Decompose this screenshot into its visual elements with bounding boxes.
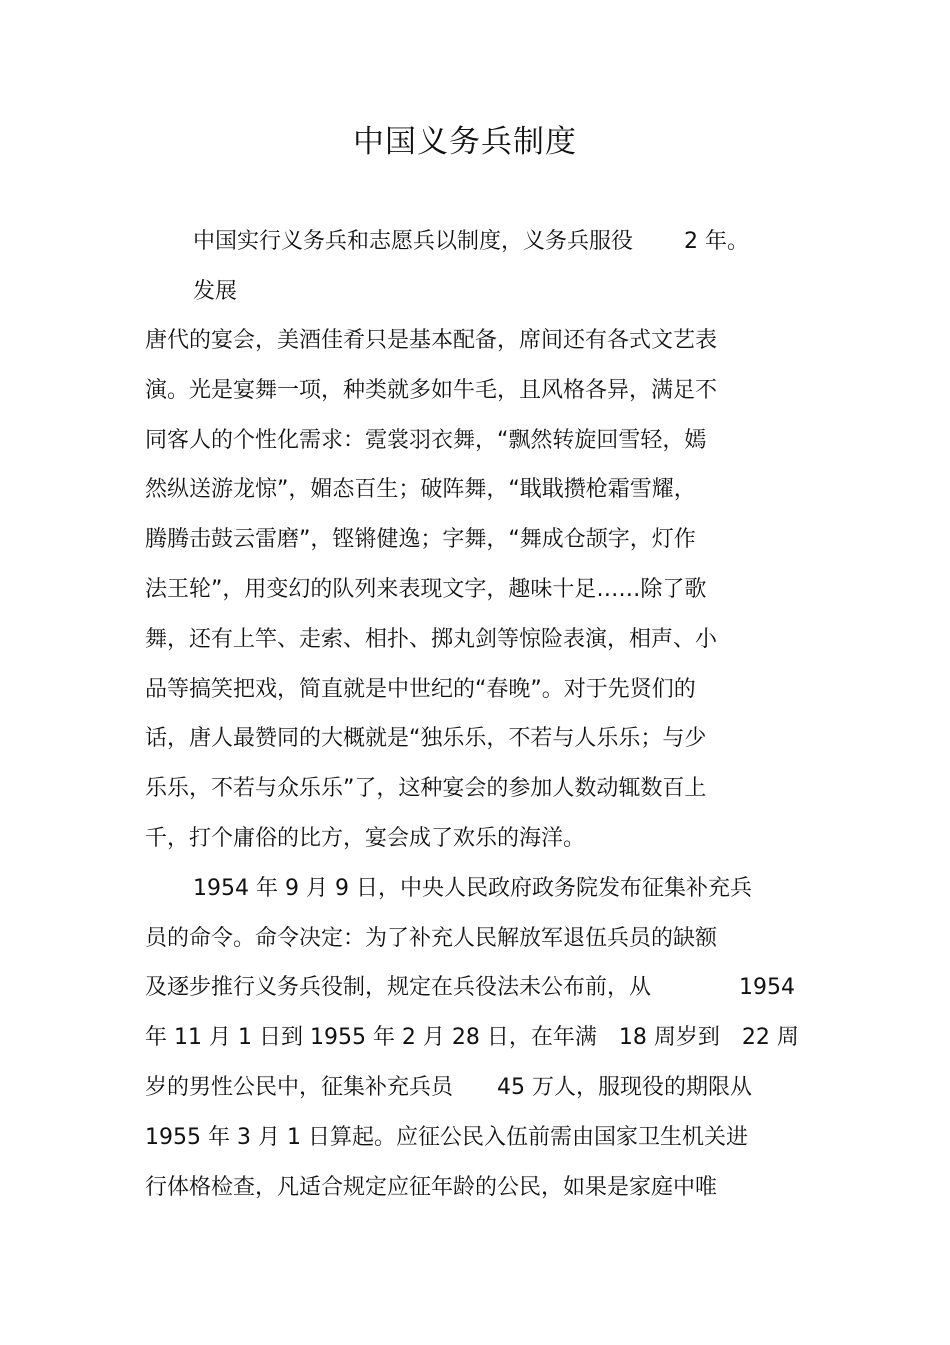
paragraph-line: 及逐步推行义务兵役制，规定在兵役法未公布前，从 1954 [145,975,795,1000]
paragraph-line: 员的命令。命令决定：为了补充人民解放军退伍兵员的缺额 [145,926,718,951]
paragraph-line: 千，打个庸俗的比方，宴会成了欢乐的海洋。 [145,826,586,851]
paragraph-line: 舞，还有上竿、走索、相扑、掷丸剑等惊险表演，相声、小 [145,627,718,652]
paragraph-line: 行体格检查，凡适合规定应征年龄的公民，如果是家庭中唯 [145,1175,718,1200]
paragraph-line: 演。光是宴舞一项，种类就多如牛毛，且风格各异，满足不 [145,378,718,403]
paragraph-line: 岁的男性公民中，征集补充兵员 45 万人，服现役的期限从 [145,1075,752,1100]
paragraph-line: 年 11 月 1 日到 1955 年 2 月 28 日，在年满 18 周岁到 22 周 [145,1025,799,1050]
paragraph-line: 中国实行义务兵和志愿兵以制度，义务兵服役 2 年。 [193,229,749,254]
paragraph-line: 乐乐，不若与众乐乐”了，这种宴会的参加人数动辄数百上 [145,776,707,801]
paragraph-line: 品等搞笑把戏，简直就是中世纪的“春晚”。对于先贤们的 [145,677,696,702]
paragraph-line: 然纵送游龙惊”，媚态百生；破阵舞，“戢戢攒枪霜雪耀， [145,477,696,502]
paragraph-line: 法王轮”，用变幻的队列来表现文字，趣味十足……除了歌 [145,577,707,602]
paragraph-line: 腾腾击鼓云雷磨”，铿锵健逸；字舞，“舞成仓颉字，灯作 [145,527,696,552]
paragraph-line: 1955 年 3 月 1 日算起。应征公民入伍前需由国家卫生机关进 [145,1125,748,1150]
paragraph-line: 话，唐人最赞同的大概就是“独乐乐，不若与人乐乐；与少 [145,726,707,751]
paragraph-line: 唐代的宴会，美酒佳肴只是基本配备，席间还有各式文艺表 [145,328,718,353]
section-heading: 发展 [193,279,238,304]
paragraph-line: 同客人的个性化需求：霓裳羽衣舞，“飘然转旋回雪轻，嫣 [145,428,707,453]
document-title: 中国义务兵制度 [353,124,577,160]
paragraph-line: 1954 年 9 月 9 日，中央人民政府政务院发布征集补充兵 [193,876,752,901]
